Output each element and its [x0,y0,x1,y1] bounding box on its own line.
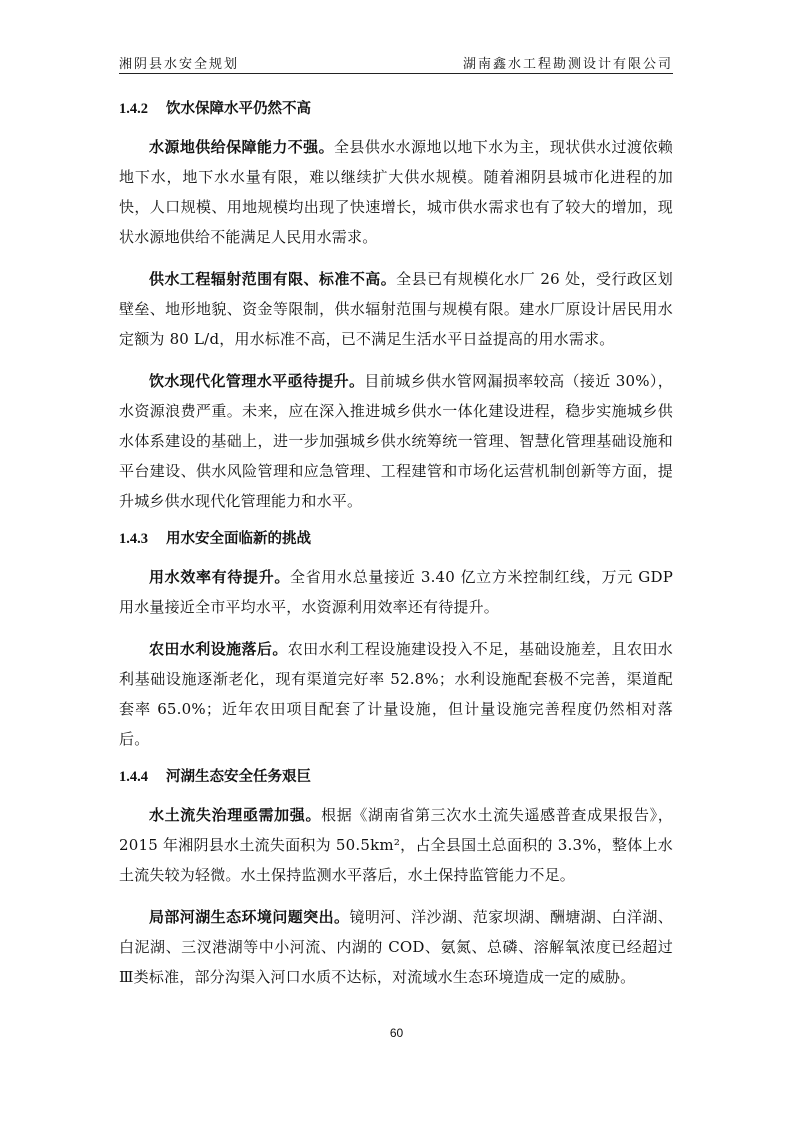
header-document-title: 湘阴县水安全规划 [119,57,240,72]
section-number: 1.4.3 [119,531,148,547]
paragraph-text: 根据《湖南省第三次水土流失遥感普查成果报告》，2015 年湘阴县水土流失面积为 50.5km²，占全县国土总面积的 3.3%，整体上水土流失较为轻微。水土保持监测水平落后，水土保持监管能力不足。 [119,806,674,884]
paragraph-lead: 水源地供给保障能力不强。 [149,138,335,156]
page-header [119,50,673,72]
paragraph [119,800,673,890]
paragraph-lead: 用水效率有待提升。 [149,568,291,586]
paragraph-text: 全省用水总量接近 3.40 亿立方米控制红线，万元 GDP 用水量接近全市平均水平，水资源利用效率还有待提升。 [119,568,673,616]
paragraph-lead: 水土流失治理亟需加强。 [149,806,322,824]
section-title: 饮水保障水平仍然不高 [166,100,311,117]
paragraph-lead: 供水工程辐射范围有限、标准不高。 [149,270,397,288]
section-title: 用水安全面临新的挑战 [166,530,311,547]
paragraph-text: 全县已有规模化水厂 26 处，受行政区划壁垒、地形地貌、资金等限制，供水辐射范围与规模有限。建水厂原设计居民用水定额为 80 L/d，用水标准不高，已不满足生活水平日益提高的用水需求。 [119,270,674,348]
paragraph [119,634,673,754]
section-heading [119,528,673,550]
paragraph-text: 镜明河、洋沙湖、范家坝湖、酬塘湖、白洋湖、白泥湖、三汊港湖等中小河流、内湖的 COD、氨氮、总磷、溶解氧浓度已经超过Ⅲ类标准，部分沟渠入河口水质不达标，对流域水生态环境造成一定的威胁。 [119,908,673,986]
header-company-name: 湖南鑫水工程勘测设计有限公司 [462,57,673,72]
paragraph-lead: 饮水现代化管理水平亟待提升。 [149,372,365,390]
header-divider [119,73,673,74]
section-title: 河湖生态安全任务艰巨 [166,768,311,785]
paragraph [119,264,673,354]
paragraph-text: 目前城乡供水管网漏损率较高（接近 30%），水资源浪费严重。未来，应在深入推进城乡供水一体化建设进程，稳步实施城乡供水体系建设的基础上，进一步加强城乡供水统筹统一管理、智慧化管理基础设施和平台建设、供水风险管理和应急管理、工程建管和市场化运营机制创新等方面，提升城乡供水现代化管理能力和水平。 [119,372,673,510]
paragraph [119,132,673,252]
section-number: 1.4.2 [119,101,148,117]
document-body [119,86,673,992]
paragraph [119,366,673,516]
section-heading [119,766,673,788]
paragraph [119,562,673,622]
paragraph-lead: 局部河湖生态环境问题突出。 [149,908,350,926]
paragraph [119,902,673,992]
paragraph-text: 全县供水水源地以地下水为主，现状供水过渡依赖地下水，地下水水量有限，难以继续扩大供水规模。随着湘阴县城市化进程的加快，人口规模、用地规模均出现了快速增长，城市供水需求也有了较大的增加，现状水源地供给不能满足人民用水需求。 [119,138,673,246]
section-heading [119,98,673,120]
paragraph-text: 农田水利工程设施建设投入不足，基础设施差，且农田水利基础设施逐渐老化，现有渠道完好率 52.8%；水利设施配套极不完善，渠道配套率 65.0%；近年农田项目配套了计量设施，但计量设施完善程度仍然相对落后。 [119,640,673,748]
page-number: 60 [389,1026,404,1040]
paragraph-lead: 农田水利设施落后。 [149,640,288,658]
section-number: 1.4.4 [119,769,148,785]
